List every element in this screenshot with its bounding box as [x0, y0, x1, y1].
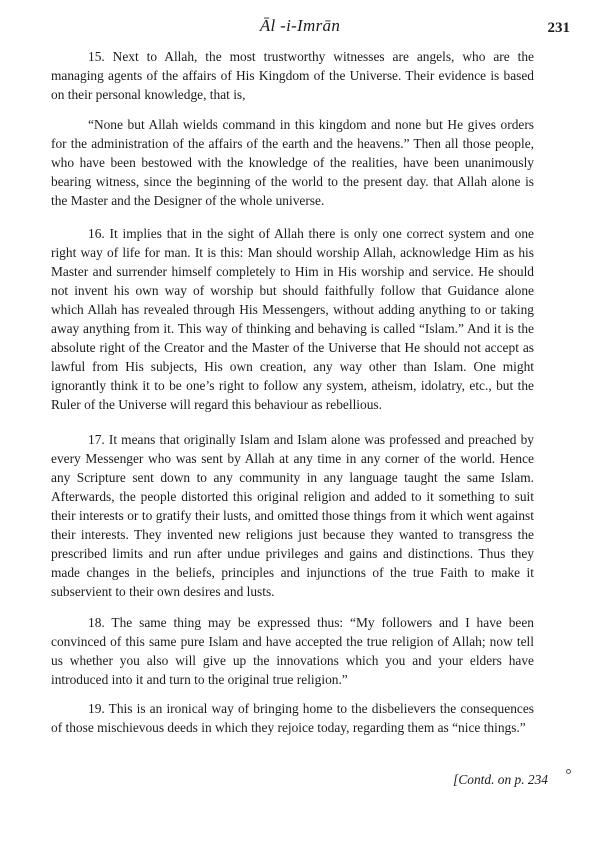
- note-19: 19. This is an ironical way of bringing home to the disbelievers the consequences of those mischievous deeds in which they rejoice today, regarding them as “nice things.”: [51, 701, 534, 735]
- note-18: 18. The same thing may be expressed thus: “My followers and I have been convinced of this same pure Islam and have accepted the true religion of Allah; now tell us whether you also will give up the innovations which you and your elders have introduced into it and turn to the original true religion.”: [51, 615, 534, 687]
- quoted-passage: “None but Allah wields command in this kingdom and none but He gives orders for the administration of the affairs of the earth and the heavens.” Then all those people, who have been bestowed with the knowledge of the realities, have been unanimously bearing witness, since the beginning of the world to the present day. that Allah alone is the Master and the Designer of the whole universe.: [51, 117, 534, 208]
- note-16: 16. It implies that in the sight of Allah there is only one correct system and one right way of life for man. It is this: Man should worship Allah, acknowledge Him as his Master and surrender himself completely to Him in His worship and service. He should not invent his own way of worship but should faithfully follow that Guidance alone which Allah has revealed through His Messengers, without adding anything to or taking away anything from it. This way of thinking and behaving is called “Islam.” And it is the absolute right of the Creator and the Master of the Universe that He should not accept as lawful from His subjects, His own creation, any way other than Islam. One might ignorantly think it to be one’s right to follow any system, atheism, idolatry, etc., but the Ruler of the Universe will regard this behaviour as rebellious.: [51, 226, 534, 412]
- page-header: [0, 16, 600, 42]
- note-17: 17. It means that originally Islam and Islam alone was professed and preached by every Messenger who was sent by Allah at any time in any corner of the world. Hence any Scripture sent down to any community in any language taught the same Islam. Afterwards, the people distorted this original religion and added to it something to suit their interests or to gratify their lusts, and omitted those things from it which went against their interests. They invented new religions just because they wanted to transgress the prescribed limits and run after undue privileges and gains and distinctions. Thus they made changes in the beliefs, principles and injunctions of the true Faith to make it subservient to their own desires and lusts.: [51, 432, 534, 599]
- note-15: 15. Next to Allah, the most trustworthy witnesses are angels, who are the managing agents of the affairs of His Kingdom of the Universe. Their evidence is based on their personal knowledge, that is,: [51, 49, 534, 102]
- page-body: [51, 47, 534, 751]
- running-title: Āl -i-Imrān: [259, 16, 341, 35]
- scan-speck: [566, 769, 571, 774]
- continuation-note: [Contd. on p. 234: [453, 772, 548, 787]
- page-number: 231: [547, 20, 570, 36]
